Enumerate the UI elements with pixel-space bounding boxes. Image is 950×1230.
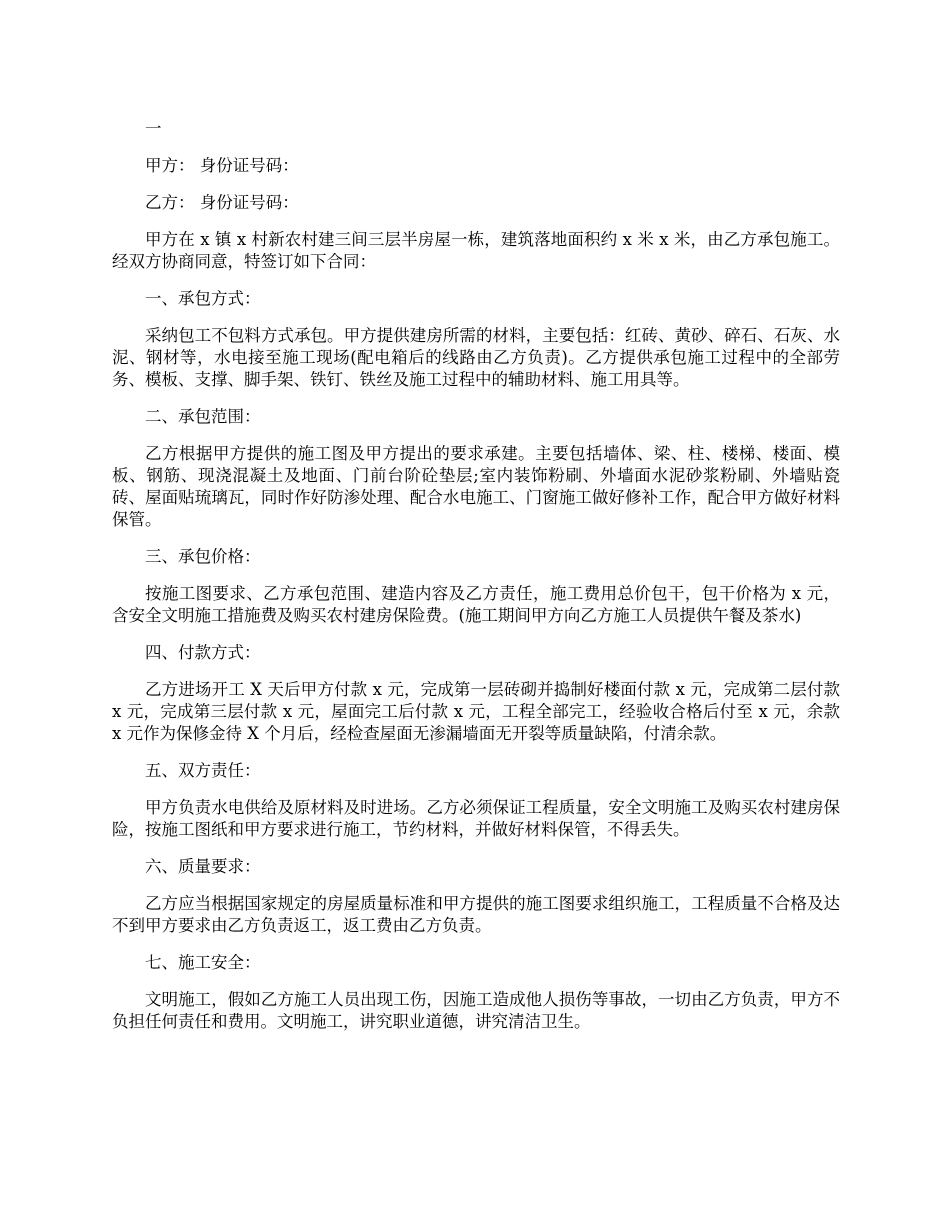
section-body-responsibilities: 甲方负责水电供给及原材料及时进场。乙方必须保证工程质量，安全文明施工及购买农村建房保险，按施工图纸和甲方要求进行施工，节约材料，并做好材料保管，不得丢失。 [112, 798, 840, 839]
section-body-contract-scope: 乙方根据甲方提供的施工图及甲方提出的要求承建。主要包括墙体、梁、柱、楼梯、楼面、模板、钢筋、现浇混凝土及地面、门前台阶砼垫层;室内装饰粉刷、外墙面水泥砂浆粉刷、外墙贴瓷砖、屋面贴琉璃瓦，同时作好防渗处理、配合水电施工、门窗施工做好修补工作，配合甲方做好材料保管。 [112, 444, 840, 529]
section-body-contract-price: 按施工图要求、乙方承包范围、建造内容及乙方责任，施工费用总价包干，包干价格为 x 元，含安全文明施工措施费及购买农村建房保险费。(施工期间甲方向乙方施工人员提供午餐及茶水) [112, 584, 840, 625]
section-heading-safety: 七、施工安全： [145, 953, 261, 972]
section-heading-quality: 六、质量要求： [145, 857, 261, 876]
section-body-safety: 文明施工，假如乙方施工人员出现工伤，因施工造成他人损伤等事故，一切由乙方负责，甲方不负担任何责任和费用。文明施工，讲究职业道德，讲究清洁卫生。 [112, 990, 840, 1031]
section-heading-contract-method: 一、承包方式： [145, 289, 261, 308]
section-heading-contract-price: 三、承包价格： [145, 547, 261, 566]
intro-paragraph: 甲方在 x 镇 x 村新农村建三间三层半房屋一栋，建筑落地面积约 x 米 x 米，由乙方承包施工。经双方协商同意，特签订如下合同： [112, 230, 840, 271]
section-body-quality: 乙方应当根据国家规定的房屋质量标准和甲方提供的施工图要求组织施工，工程质量不合格及达不到甲方要求由乙方负责返工，返工费由乙方负责。 [112, 894, 840, 935]
document-body [112, 118, 840, 1048]
dash-line: 一 [145, 119, 162, 138]
section-heading-contract-scope: 二、承包范围： [145, 407, 261, 426]
party-b-line: 乙方： 身份证号码： [145, 193, 299, 212]
section-heading-payment: 四、付款方式： [145, 643, 261, 662]
party-a-line: 甲方： 身份证号码： [145, 156, 299, 175]
section-body-payment: 乙方进场开工 X 天后甲方付款 x 元，完成第一层砖砌并捣制好楼面付款 x 元，完成第二层付款 x 元，完成第三层付款 x 元，屋面完工后付款 x 元，工程全部完工，经验收合格后付至 x 元，余款 x 元作为保修金待 X 个月后，经检查屋面无渗漏墙面无开裂等质量缺陷，付清余款。 [112, 680, 840, 743]
section-heading-responsibilities: 五、双方责任： [145, 761, 261, 780]
section-body-contract-method: 采纳包工不包料方式承包。甲方提供建房所需的材料，主要包括：红砖、黄砂、碎石、石灰、水泥、钢材等，水电接至施工现场(配电箱后的线路由乙方负责)。乙方提供承包施工过程中的全部劳务、模板、支撑、脚手架、铁钉、铁丝及施工过程中的辅助材料、施工用具等。 [112, 326, 840, 389]
